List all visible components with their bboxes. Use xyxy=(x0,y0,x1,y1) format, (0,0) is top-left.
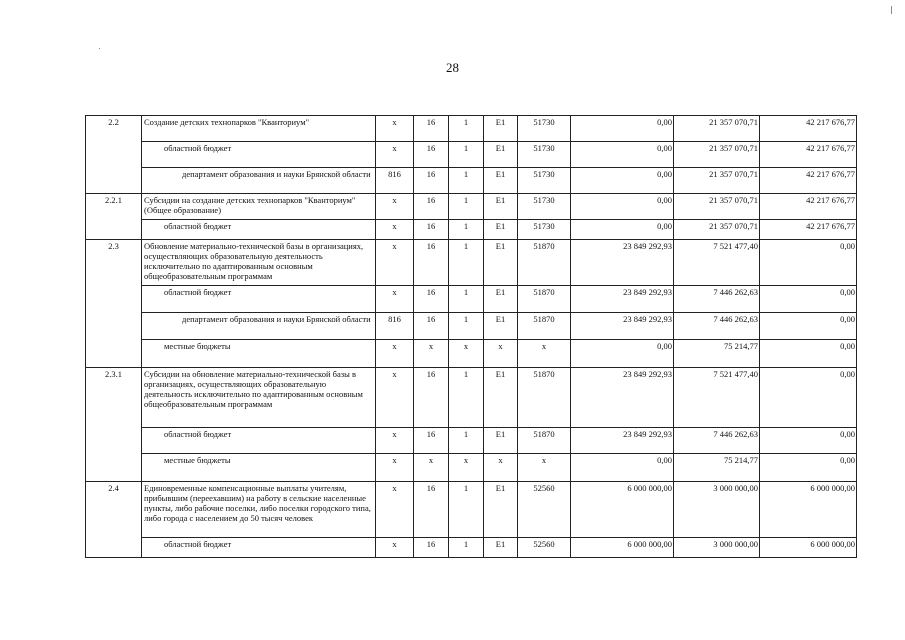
table-row xyxy=(86,240,857,286)
amount-year-1: 0,00 xyxy=(571,220,674,240)
table-row xyxy=(86,220,857,240)
code-subsection: 1 xyxy=(449,194,484,220)
row-description: областной бюджет xyxy=(142,428,376,454)
row-number: 2.2 xyxy=(86,116,142,142)
code-admin: x xyxy=(376,538,414,558)
code-subsection: 1 xyxy=(449,368,484,428)
amount-year-2: 21 357 070,71 xyxy=(674,220,760,240)
amount-year-1: 23 849 292,93 xyxy=(571,313,674,340)
code-section: x xyxy=(414,454,449,482)
row-number xyxy=(86,538,142,558)
code-section: 16 xyxy=(414,482,449,538)
amount-year-3: 42 217 676,77 xyxy=(760,220,857,240)
code-section: 16 xyxy=(414,538,449,558)
code-project: E1 xyxy=(484,194,518,220)
code-direction: 51730 xyxy=(518,194,571,220)
code-subsection: 1 xyxy=(449,142,484,168)
code-section: 16 xyxy=(414,240,449,286)
amount-year-2: 7 446 262,63 xyxy=(674,313,760,340)
code-project: E1 xyxy=(484,538,518,558)
table-row xyxy=(86,313,857,340)
amount-year-1: 0,00 xyxy=(571,194,674,220)
code-admin: x xyxy=(376,482,414,538)
code-admin: 816 xyxy=(376,168,414,194)
code-direction: 51730 xyxy=(518,168,571,194)
code-subsection: 1 xyxy=(449,116,484,142)
table-row xyxy=(86,340,857,368)
code-project: E1 xyxy=(484,368,518,428)
code-project: E1 xyxy=(484,428,518,454)
amount-year-2: 75 214,77 xyxy=(674,340,760,368)
amount-year-1: 6 000 000,00 xyxy=(571,538,674,558)
code-direction: x xyxy=(518,454,571,482)
row-number xyxy=(86,454,142,482)
code-direction: 51730 xyxy=(518,220,571,240)
row-number xyxy=(86,428,142,454)
row-description: областной бюджет xyxy=(142,220,376,240)
amount-year-1: 0,00 xyxy=(571,340,674,368)
code-section: 16 xyxy=(414,142,449,168)
code-subsection: 1 xyxy=(449,313,484,340)
code-section: 16 xyxy=(414,368,449,428)
code-project: E1 xyxy=(484,168,518,194)
table-row xyxy=(86,454,857,482)
amount-year-2: 21 357 070,71 xyxy=(674,142,760,168)
row-number xyxy=(86,340,142,368)
amount-year-3: 0,00 xyxy=(760,428,857,454)
amount-year-2: 7 446 262,63 xyxy=(674,286,760,313)
row-number: 2.2.1 xyxy=(86,194,142,220)
code-section: x xyxy=(414,340,449,368)
row-description: областной бюджет xyxy=(142,286,376,313)
code-subsection: 1 xyxy=(449,168,484,194)
table-row xyxy=(86,194,857,220)
code-admin: x xyxy=(376,286,414,313)
amount-year-3: 0,00 xyxy=(760,454,857,482)
code-project: E1 xyxy=(484,220,518,240)
code-project: x xyxy=(484,454,518,482)
amount-year-1: 23 849 292,93 xyxy=(571,368,674,428)
amount-year-3: 6 000 000,00 xyxy=(760,482,857,538)
code-admin: x xyxy=(376,340,414,368)
code-section: 16 xyxy=(414,220,449,240)
amount-year-3: 42 217 676,77 xyxy=(760,142,857,168)
code-section: 16 xyxy=(414,194,449,220)
code-direction: x xyxy=(518,340,571,368)
table-row xyxy=(86,538,857,558)
code-direction: 51870 xyxy=(518,428,571,454)
code-admin: x xyxy=(376,240,414,286)
code-subsection: 1 xyxy=(449,240,484,286)
code-subsection: 1 xyxy=(449,538,484,558)
code-project: E1 xyxy=(484,482,518,538)
amount-year-2: 3 000 000,00 xyxy=(674,538,760,558)
row-number: 2.4 xyxy=(86,482,142,538)
amount-year-3: 6 000 000,00 xyxy=(760,538,857,558)
code-direction: 51870 xyxy=(518,286,571,313)
code-section: 16 xyxy=(414,313,449,340)
budget-table xyxy=(85,115,857,558)
code-direction: 51730 xyxy=(518,116,571,142)
row-number xyxy=(86,286,142,313)
row-number xyxy=(86,220,142,240)
code-admin: x xyxy=(376,142,414,168)
row-description: департамент образования и науки Брянской области xyxy=(142,168,376,194)
amount-year-3: 42 217 676,77 xyxy=(760,194,857,220)
code-project: E1 xyxy=(484,116,518,142)
code-admin: 816 xyxy=(376,313,414,340)
row-description: Создание детских технопарков "Кванториум" xyxy=(142,116,376,142)
row-description: департамент образования и науки Брянской области xyxy=(142,313,376,340)
code-project: E1 xyxy=(484,240,518,286)
amount-year-2: 21 357 070,71 xyxy=(674,116,760,142)
amount-year-1: 0,00 xyxy=(571,142,674,168)
amount-year-1: 23 849 292,93 xyxy=(571,428,674,454)
code-admin: x xyxy=(376,428,414,454)
amount-year-3: 42 217 676,77 xyxy=(760,116,857,142)
amount-year-1: 0,00 xyxy=(571,168,674,194)
amount-year-1: 0,00 xyxy=(571,116,674,142)
row-description: местные бюджеты xyxy=(142,340,376,368)
code-section: 16 xyxy=(414,286,449,313)
code-subsection: x xyxy=(449,340,484,368)
code-admin: x xyxy=(376,368,414,428)
table-row xyxy=(86,428,857,454)
amount-year-3: 0,00 xyxy=(760,313,857,340)
code-section: 16 xyxy=(414,428,449,454)
table-row xyxy=(86,142,857,168)
scan-speck xyxy=(891,6,892,14)
code-admin: x xyxy=(376,220,414,240)
table-row xyxy=(86,168,857,194)
code-project: E1 xyxy=(484,142,518,168)
row-description: областной бюджет xyxy=(142,142,376,168)
amount-year-2: 75 214,77 xyxy=(674,454,760,482)
amount-year-3: 42 217 676,77 xyxy=(760,168,857,194)
amount-year-2: 3 000 000,00 xyxy=(674,482,760,538)
amount-year-1: 23 849 292,93 xyxy=(571,240,674,286)
table-row xyxy=(86,116,857,142)
code-admin: x xyxy=(376,194,414,220)
code-project: E1 xyxy=(484,286,518,313)
page-number: 28 xyxy=(446,60,459,75)
code-project: x xyxy=(484,340,518,368)
scan-speck xyxy=(99,48,100,49)
amount-year-1: 23 849 292,93 xyxy=(571,286,674,313)
code-project: E1 xyxy=(484,313,518,340)
row-number xyxy=(86,142,142,168)
amount-year-2: 7 521 477,40 xyxy=(674,368,760,428)
code-direction: 51870 xyxy=(518,313,571,340)
table-row xyxy=(86,368,857,428)
code-direction: 52560 xyxy=(518,538,571,558)
code-subsection: x xyxy=(449,454,484,482)
row-description: Единовременные компенсационные выплаты учителям, прибывшим (переехавшим) на работу в сельские населенные пункты, либо рабочие поселки, либо поселки городского типа, либо города с населением до 50 тысяч человек xyxy=(142,482,376,538)
code-admin: x xyxy=(376,454,414,482)
amount-year-1: 6 000 000,00 xyxy=(571,482,674,538)
row-number: 2.3 xyxy=(86,240,142,286)
amount-year-3: 0,00 xyxy=(760,340,857,368)
row-description: Обновление материально-технической базы в организациях, осуществляющих образовательную деятельность исключительно по адаптированным основным общеобразовательным программам xyxy=(142,240,376,286)
amount-year-2: 21 357 070,71 xyxy=(674,168,760,194)
table-row xyxy=(86,482,857,538)
code-direction: 51870 xyxy=(518,240,571,286)
amount-year-2: 7 521 477,40 xyxy=(674,240,760,286)
code-subsection: 1 xyxy=(449,286,484,313)
row-description: областной бюджет xyxy=(142,538,376,558)
row-description: Субсидии на создание детских технопарков "Кванториум" (Общее образование) xyxy=(142,194,376,220)
row-description: Субсидии на обновление материально-технической базы в организациях, осуществляющих образовательную деятельность исключительно по адаптированным основным общеобразовательным программам xyxy=(142,368,376,428)
row-number: 2.3.1 xyxy=(86,368,142,428)
amount-year-3: 0,00 xyxy=(760,368,857,428)
row-number xyxy=(86,168,142,194)
code-direction: 52560 xyxy=(518,482,571,538)
code-subsection: 1 xyxy=(449,220,484,240)
table-row xyxy=(86,286,857,313)
code-section: 16 xyxy=(414,116,449,142)
amount-year-1: 0,00 xyxy=(571,454,674,482)
code-direction: 51730 xyxy=(518,142,571,168)
code-direction: 51870 xyxy=(518,368,571,428)
amount-year-2: 7 446 262,63 xyxy=(674,428,760,454)
code-admin: x xyxy=(376,116,414,142)
code-subsection: 1 xyxy=(449,428,484,454)
amount-year-3: 0,00 xyxy=(760,240,857,286)
code-section: 16 xyxy=(414,168,449,194)
code-subsection: 1 xyxy=(449,482,484,538)
amount-year-2: 21 357 070,71 xyxy=(674,194,760,220)
row-number xyxy=(86,313,142,340)
amount-year-3: 0,00 xyxy=(760,286,857,313)
row-description: местные бюджеты xyxy=(142,454,376,482)
